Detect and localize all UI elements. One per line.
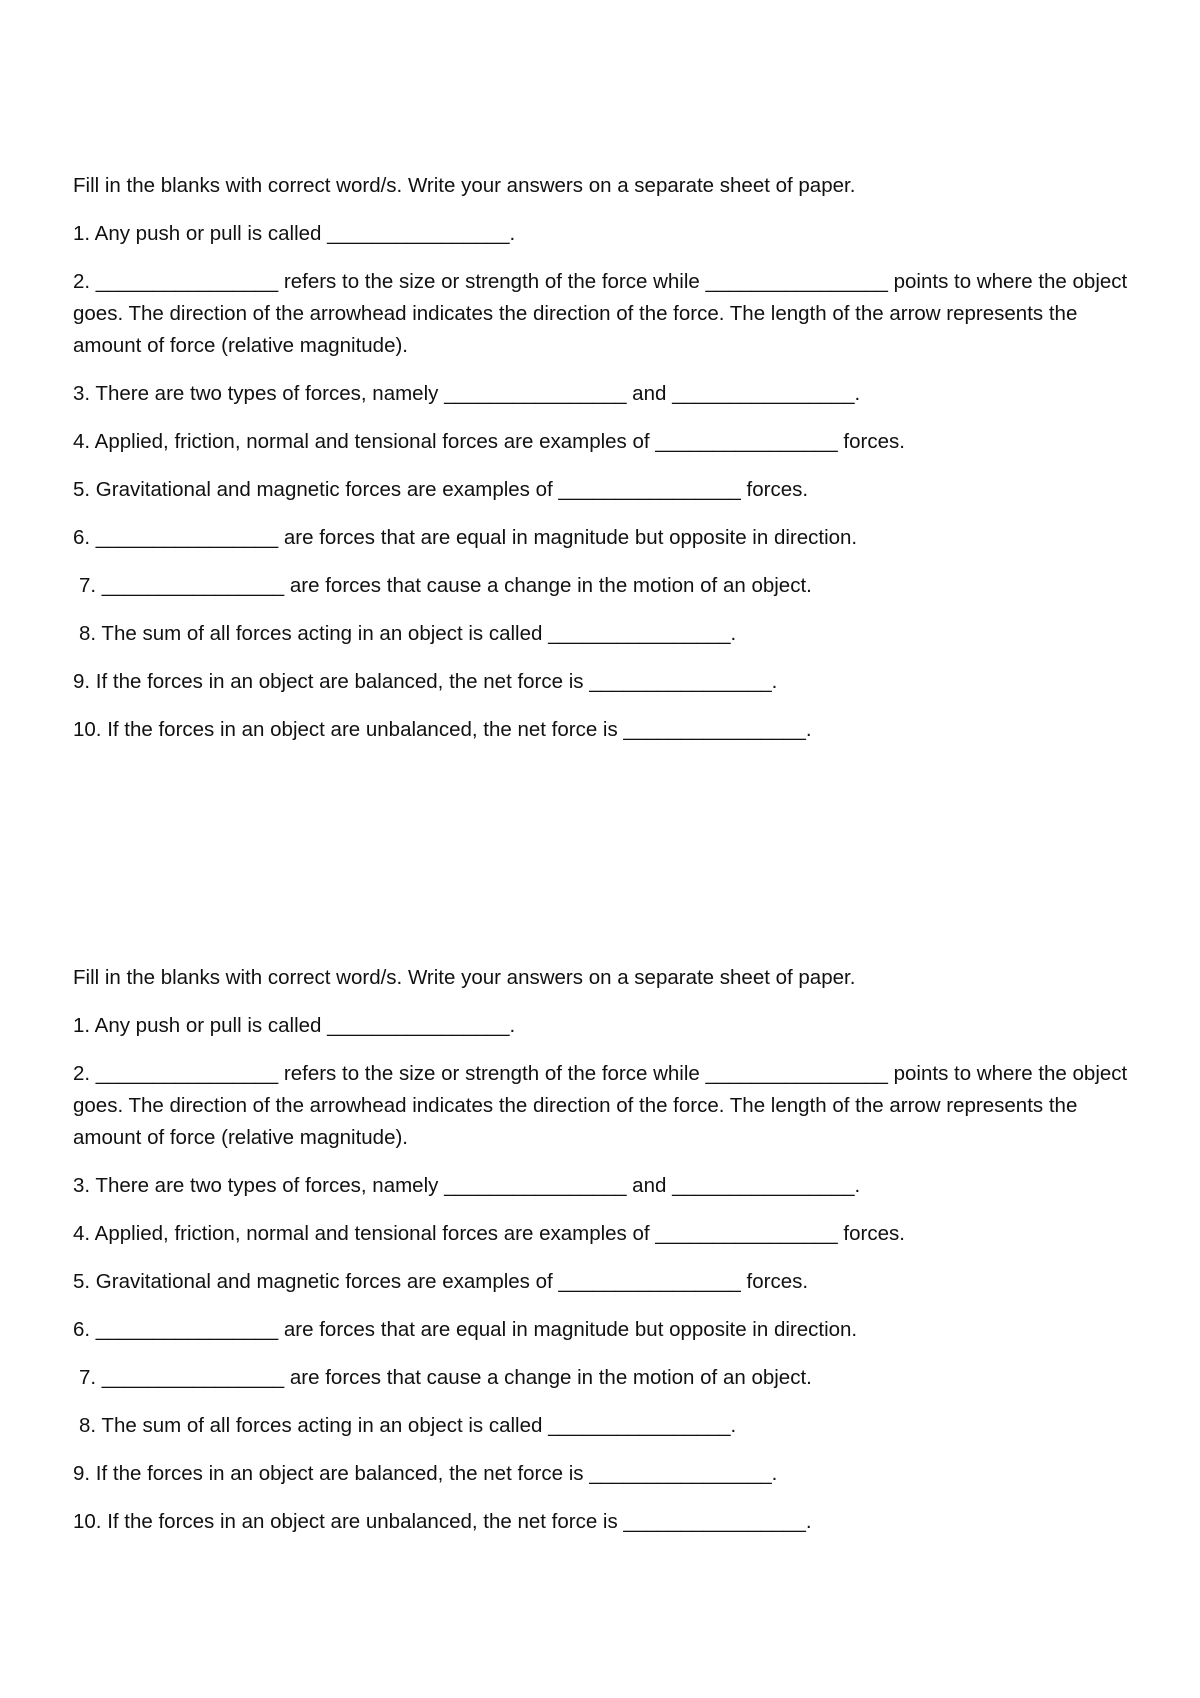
instructions: Fill in the blanks with correct word/s. Write your answers on a separate sheet of paper.: [73, 966, 856, 989]
question-7: 7. ________________ are forces that cause a change in the motion of an object.: [79, 574, 812, 597]
question-4: 4. Applied, friction, normal and tensional forces are examples of ________________ forces.: [73, 430, 905, 453]
question-7: 7. ________________ are forces that cause a change in the motion of an object.: [79, 1366, 812, 1389]
question-8: 8. The sum of all forces acting in an object is called ________________.: [79, 1414, 737, 1437]
question-1: 1. Any push or pull is called ________________.: [73, 1014, 516, 1037]
question-5: 5. Gravitational and magnetic forces are examples of ________________ forces.: [73, 1270, 809, 1293]
question-3: 3. There are two types of forces, namely ________________ and ________________.: [73, 382, 861, 405]
question-6: 6. ________________ are forces that are equal in magnitude but opposite in direction.: [73, 1318, 858, 1341]
question-1: 1. Any push or pull is called ________________.: [73, 222, 516, 245]
question-9: 9. If the forces in an object are balanced, the net force is ________________.: [73, 1462, 778, 1485]
question-10: 10. If the forces in an object are unbalanced, the net force is ________________.: [73, 1510, 812, 1533]
question-8: 8. The sum of all forces acting in an object is called ________________.: [79, 622, 737, 645]
question-2: 2. ________________ refers to the size or strength of the force while ________________ points to where the object goes. The direction of the arrowhead indicates the direction of the force. The length of the arrow represents the amount of force (relative magnitude).: [73, 270, 1128, 357]
worksheet-1: [73, 170, 1133, 762]
question-3: 3. There are two types of forces, namely ________________ and ________________.: [73, 1174, 861, 1197]
question-10: 10. If the forces in an object are unbalanced, the net force is ________________.: [73, 718, 812, 741]
worksheet-2: [73, 962, 1133, 1554]
instructions: Fill in the blanks with correct word/s. Write your answers on a separate sheet of paper.: [73, 174, 856, 197]
question-9: 9. If the forces in an object are balanced, the net force is ________________.: [73, 670, 778, 693]
question-5: 5. Gravitational and magnetic forces are examples of ________________ forces.: [73, 478, 809, 501]
question-6: 6. ________________ are forces that are equal in magnitude but opposite in direction.: [73, 526, 858, 549]
question-2: 2. ________________ refers to the size or strength of the force while ________________ points to where the object goes. The direction of the arrowhead indicates the direction of the force. The length of the arrow represents the amount of force (relative magnitude).: [73, 1062, 1128, 1149]
question-4: 4. Applied, friction, normal and tensional forces are examples of ________________ forces.: [73, 1222, 905, 1245]
